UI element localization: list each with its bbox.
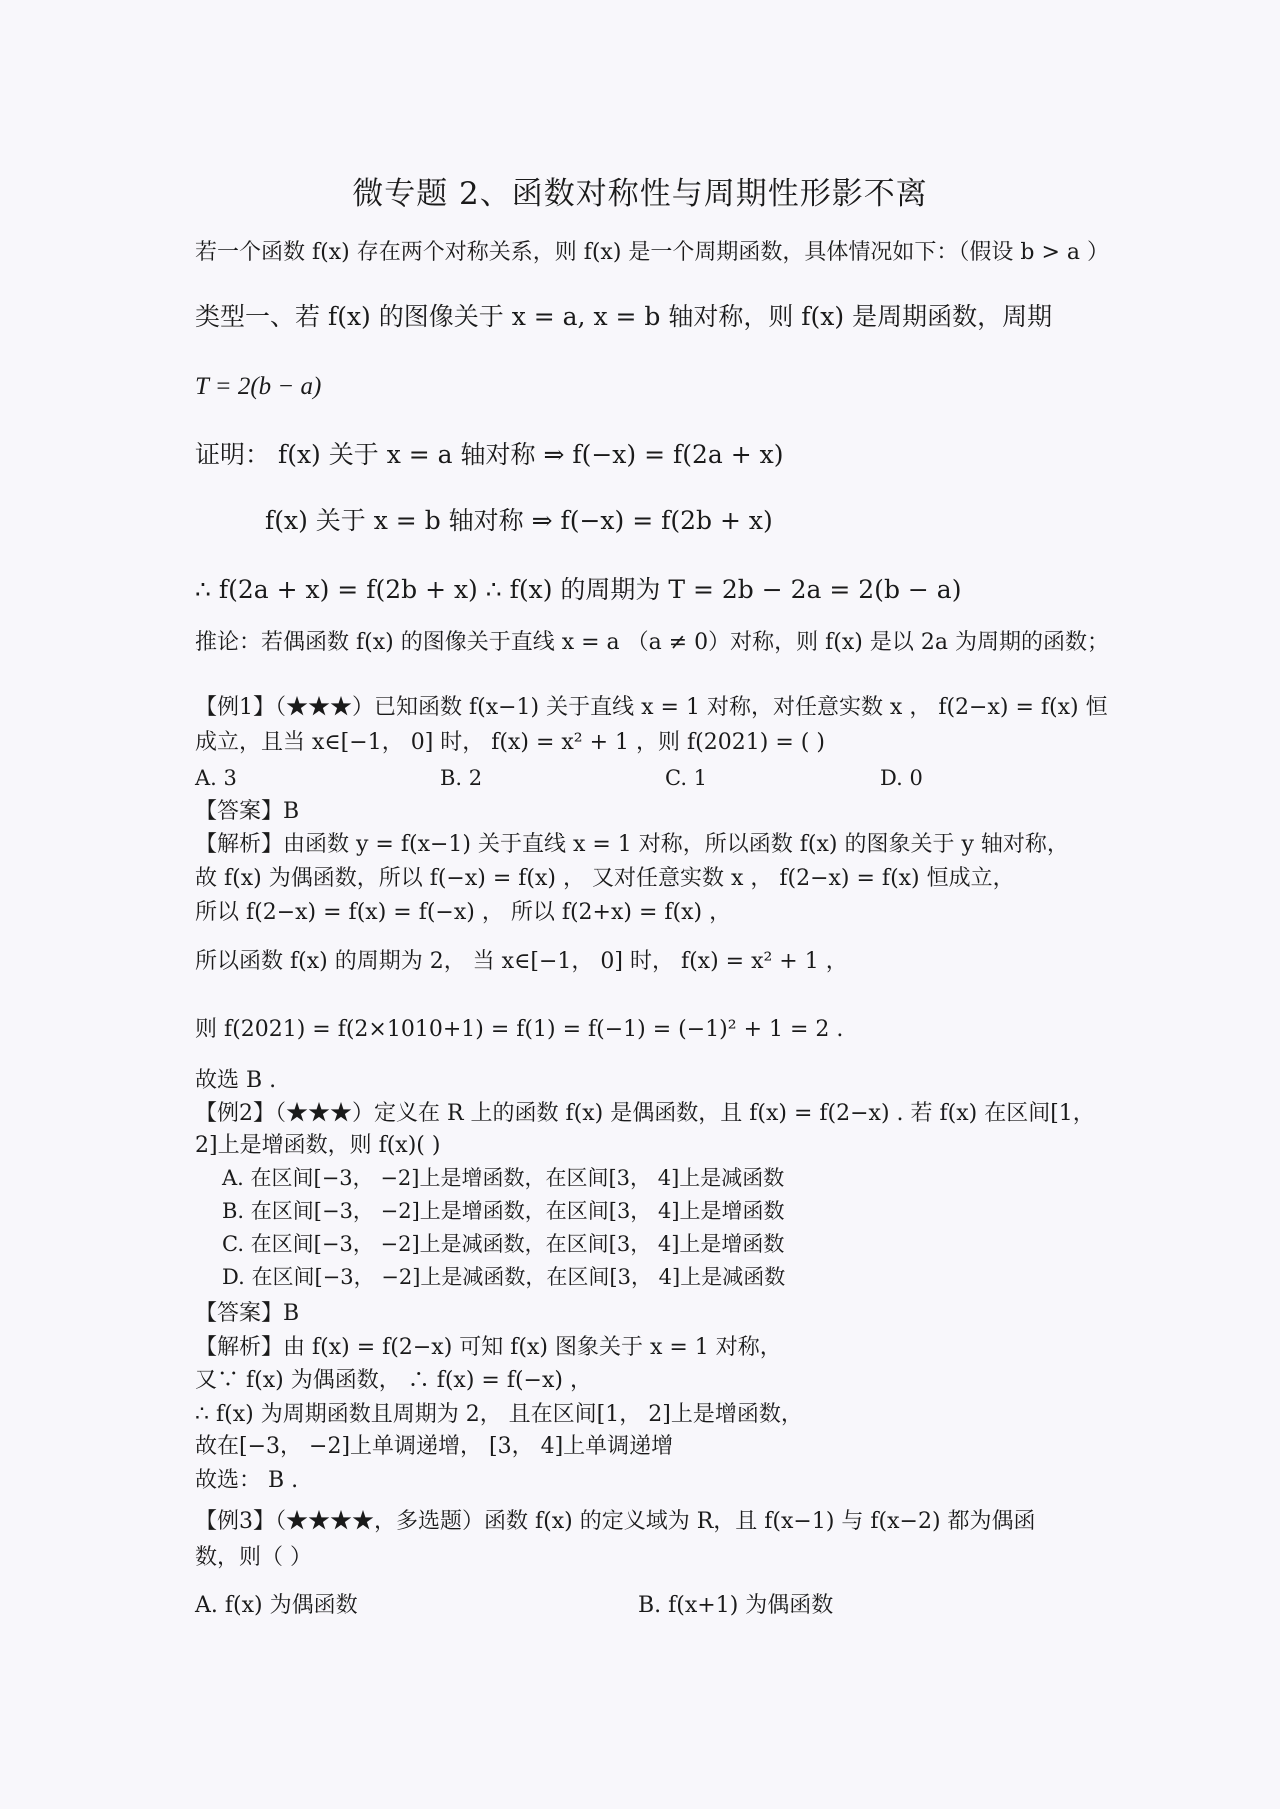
example1-answer: 【答案】B bbox=[195, 799, 300, 824]
example2-solution-line1: 【解析】由 f(x) = f(2−x) 可知 f(x) 图象关于 x = 1 对称， bbox=[195, 1335, 782, 1360]
example1-solution-line4: 所以函数 f(x) 的周期为 2， 当 x∈[−1， 0] 时， f(x) = x² + 1 ， bbox=[195, 949, 848, 974]
example1-option-d: D. 0 bbox=[880, 766, 923, 790]
example2-option-a: A. 在区间[−3， −2]上是增函数，在区间[3， 4]上是减函数 bbox=[222, 1166, 785, 1190]
example2-option-c: C. 在区间[−3， −2]上是减函数，在区间[3， 4]上是增函数 bbox=[222, 1232, 785, 1256]
example1-option-a: A. 3 bbox=[195, 766, 237, 790]
example1-solution-line3: 所以 f(2−x) = f(x) = f(−x) ， 所以 f(2+x) = f(x) ， bbox=[195, 900, 732, 925]
example1-solution-line1: 【解析】由函数 y = f(x−1) 关于直线 x = 1 对称，所以函数 f(x) 的图象关于 y 轴对称， bbox=[195, 832, 1069, 857]
example2-solution-line3: ∴ f(x) 为周期函数且周期为 2， 且在区间[1， 2]上是增函数， bbox=[195, 1402, 803, 1427]
type1-line1: 类型一、若 f(x) 的图像关于 x = a, x = b 轴对称，则 f(x) 是周期函数，周期 bbox=[195, 302, 1053, 331]
proof-line1: 证明： f(x) 关于 x = a 轴对称 ⇒ f(−x) = f(2a + x) bbox=[195, 440, 784, 469]
example3-option-b: B. f(x+1) 为偶函数 bbox=[638, 1593, 834, 1618]
example2-question-line2: 2]上是增函数，则 f(x)( ) bbox=[195, 1133, 441, 1158]
example2-solution-line4: 故在[−3， −2]上单调递增， [3， 4]上单调递增 bbox=[195, 1434, 674, 1459]
example1-solution-line5: 则 f(2021) = f(2×1010+1) = f(1) = f(−1) = (−1)² + 1 = 2 . bbox=[195, 1017, 844, 1042]
type1-period: T = 2(b − a) bbox=[195, 373, 322, 400]
page-title: 微专题 2、函数对称性与周期性形影不离 bbox=[352, 176, 928, 212]
example1-solution-line2: 故 f(x) 为偶函数，所以 f(−x) = f(x) ， 又对任意实数 x ， f(2−x) = f(x) 恒成立， bbox=[195, 866, 1015, 891]
example2-conclusion: 故选： B . bbox=[195, 1468, 299, 1493]
example1-option-b: B. 2 bbox=[440, 766, 483, 790]
example1-conclusion: 故选 B . bbox=[195, 1068, 277, 1093]
example2-option-d: D. 在区间[−3， −2]上是减函数，在区间[3， 4]上是减函数 bbox=[222, 1265, 786, 1289]
intro-text: 若一个函数 f(x) 存在两个对称关系，则 f(x) 是一个周期函数，具体情况如下：（假设 b > a ） bbox=[195, 240, 1110, 265]
example3-question-line2: 数，则（ ） bbox=[195, 1545, 312, 1570]
proof-line3: ∴ f(2a + x) = f(2b + x) ∴ f(x) 的周期为 T = 2b − 2a = 2(b − a) bbox=[195, 575, 962, 604]
example2-option-b: B. 在区间[−3， −2]上是增函数，在区间[3， 4]上是增函数 bbox=[222, 1199, 785, 1223]
example1-question-line1: 【例1】（★★★）已知函数 f(x−1) 关于直线 x = 1 对称，对任意实数 x ， f(2−x) = f(x) 恒 bbox=[195, 695, 1108, 720]
example2-question-line1: 【例2】（★★★）定义在 R 上的函数 f(x) 是偶函数，且 f(x) = f(2−x) . 若 f(x) 在区间[1， bbox=[195, 1101, 1095, 1126]
example3-question-line1: 【例3】（★★★★，多选题）函数 f(x) 的定义域为 R，且 f(x−1) 与 f(x−2) 都为偶函 bbox=[195, 1509, 1036, 1534]
example1-option-c: C. 1 bbox=[665, 766, 708, 790]
corollary-text: 推论：若偶函数 f(x) 的图像关于直线 x = a （a ≠ 0）对称，则 f(x) 是以 2a 为周期的函数； bbox=[195, 630, 1109, 655]
example2-solution-line2: 又∵ f(x) 为偶函数， ∴ f(x) = f(−x) ， bbox=[195, 1368, 592, 1393]
example2-answer: 【答案】B bbox=[195, 1301, 300, 1326]
example3-option-a: A. f(x) 为偶函数 bbox=[195, 1593, 358, 1618]
example1-question-line2: 成立，且当 x∈[−1， 0] 时， f(x) = x² + 1 ，则 f(2021) = ( ) bbox=[195, 730, 825, 755]
proof-line2: f(x) 关于 x = b 轴对称 ⇒ f(−x) = f(2b + x) bbox=[265, 506, 773, 535]
